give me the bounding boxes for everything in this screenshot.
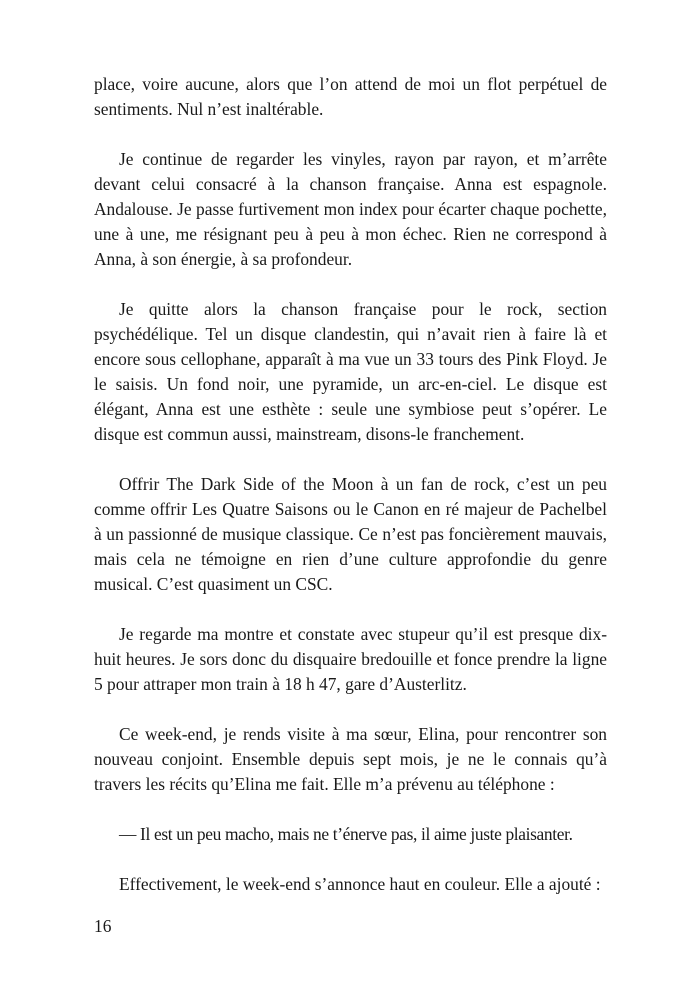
paragraph-pink-floyd: Je quitte alors la chanson française pour le rock, section psychédélique. Tel un disque clandestin, qui n’avait rien à faire là et encore sous cellophane, apparaît à ma vue un 33 tours des Pink Floyd. Je le saisis. Un fond noir, une pyramide, un arc-en-ciel. Le disque est élégant, Anna est une esthète : seule une symbiose peut s’opérer. Le disque est commun aussi, mainstream, disons-le franchement. (94, 299, 607, 444)
body-text (94, 72, 607, 922)
paragraph-dialogue: — Il est un peu macho, mais ne t’énerve pas, il aime juste plaisanter. (119, 824, 573, 844)
paragraph-watch: Je regarde ma montre et constate avec stupeur qu’il est presque dix-huit heures. Je sors donc du disquaire bredouille et fonce prendre la ligne 5 pour attraper mon train à 18 h 47, gare d’Austerlitz. (94, 624, 607, 694)
paragraph-effectivement: Effectivement, le week-end s’annonce haut en couleur. Elle a ajouté : (119, 874, 601, 894)
paragraph-continuation: place, voire aucune, alors que l’on attend de moi un flot perpétuel de sentiments. Nul n’est inaltérable. (94, 74, 607, 119)
paragraph-weekend: Ce week-end, je rends visite à ma sœur, Elina, pour rencontrer son nouveau conjoint. Ensemble depuis sept mois, je ne le connais qu’à travers les récits qu’Elina me fait. Elle m’a prévenu au téléphone : (94, 724, 607, 794)
paragraph-dark-side: Offrir The Dark Side of the Moon à un fan de rock, c’est un peu comme offrir Les Quatre Saisons ou le Canon en ré majeur de Pachelbel à un passionné de musique classique. Ce n’est pas foncièrement mauvais, mais cela ne témoigne en rien d’une culture approfondie du genre musical. C’est quasiment un CSC. (94, 474, 607, 594)
paragraph-vinyl-search: Je continue de regarder les vinyles, rayon par rayon, et m’arrête devant celui consacré à la chanson française. Anna est espagnole. Andalouse. Je passe furtivement mon index pour écarter chaque pochette, une à une, me résignant peu à peu à mon échec. Rien ne correspond à Anna, à son énergie, à sa profondeur. (94, 149, 607, 269)
page-number: 16 (94, 916, 112, 936)
